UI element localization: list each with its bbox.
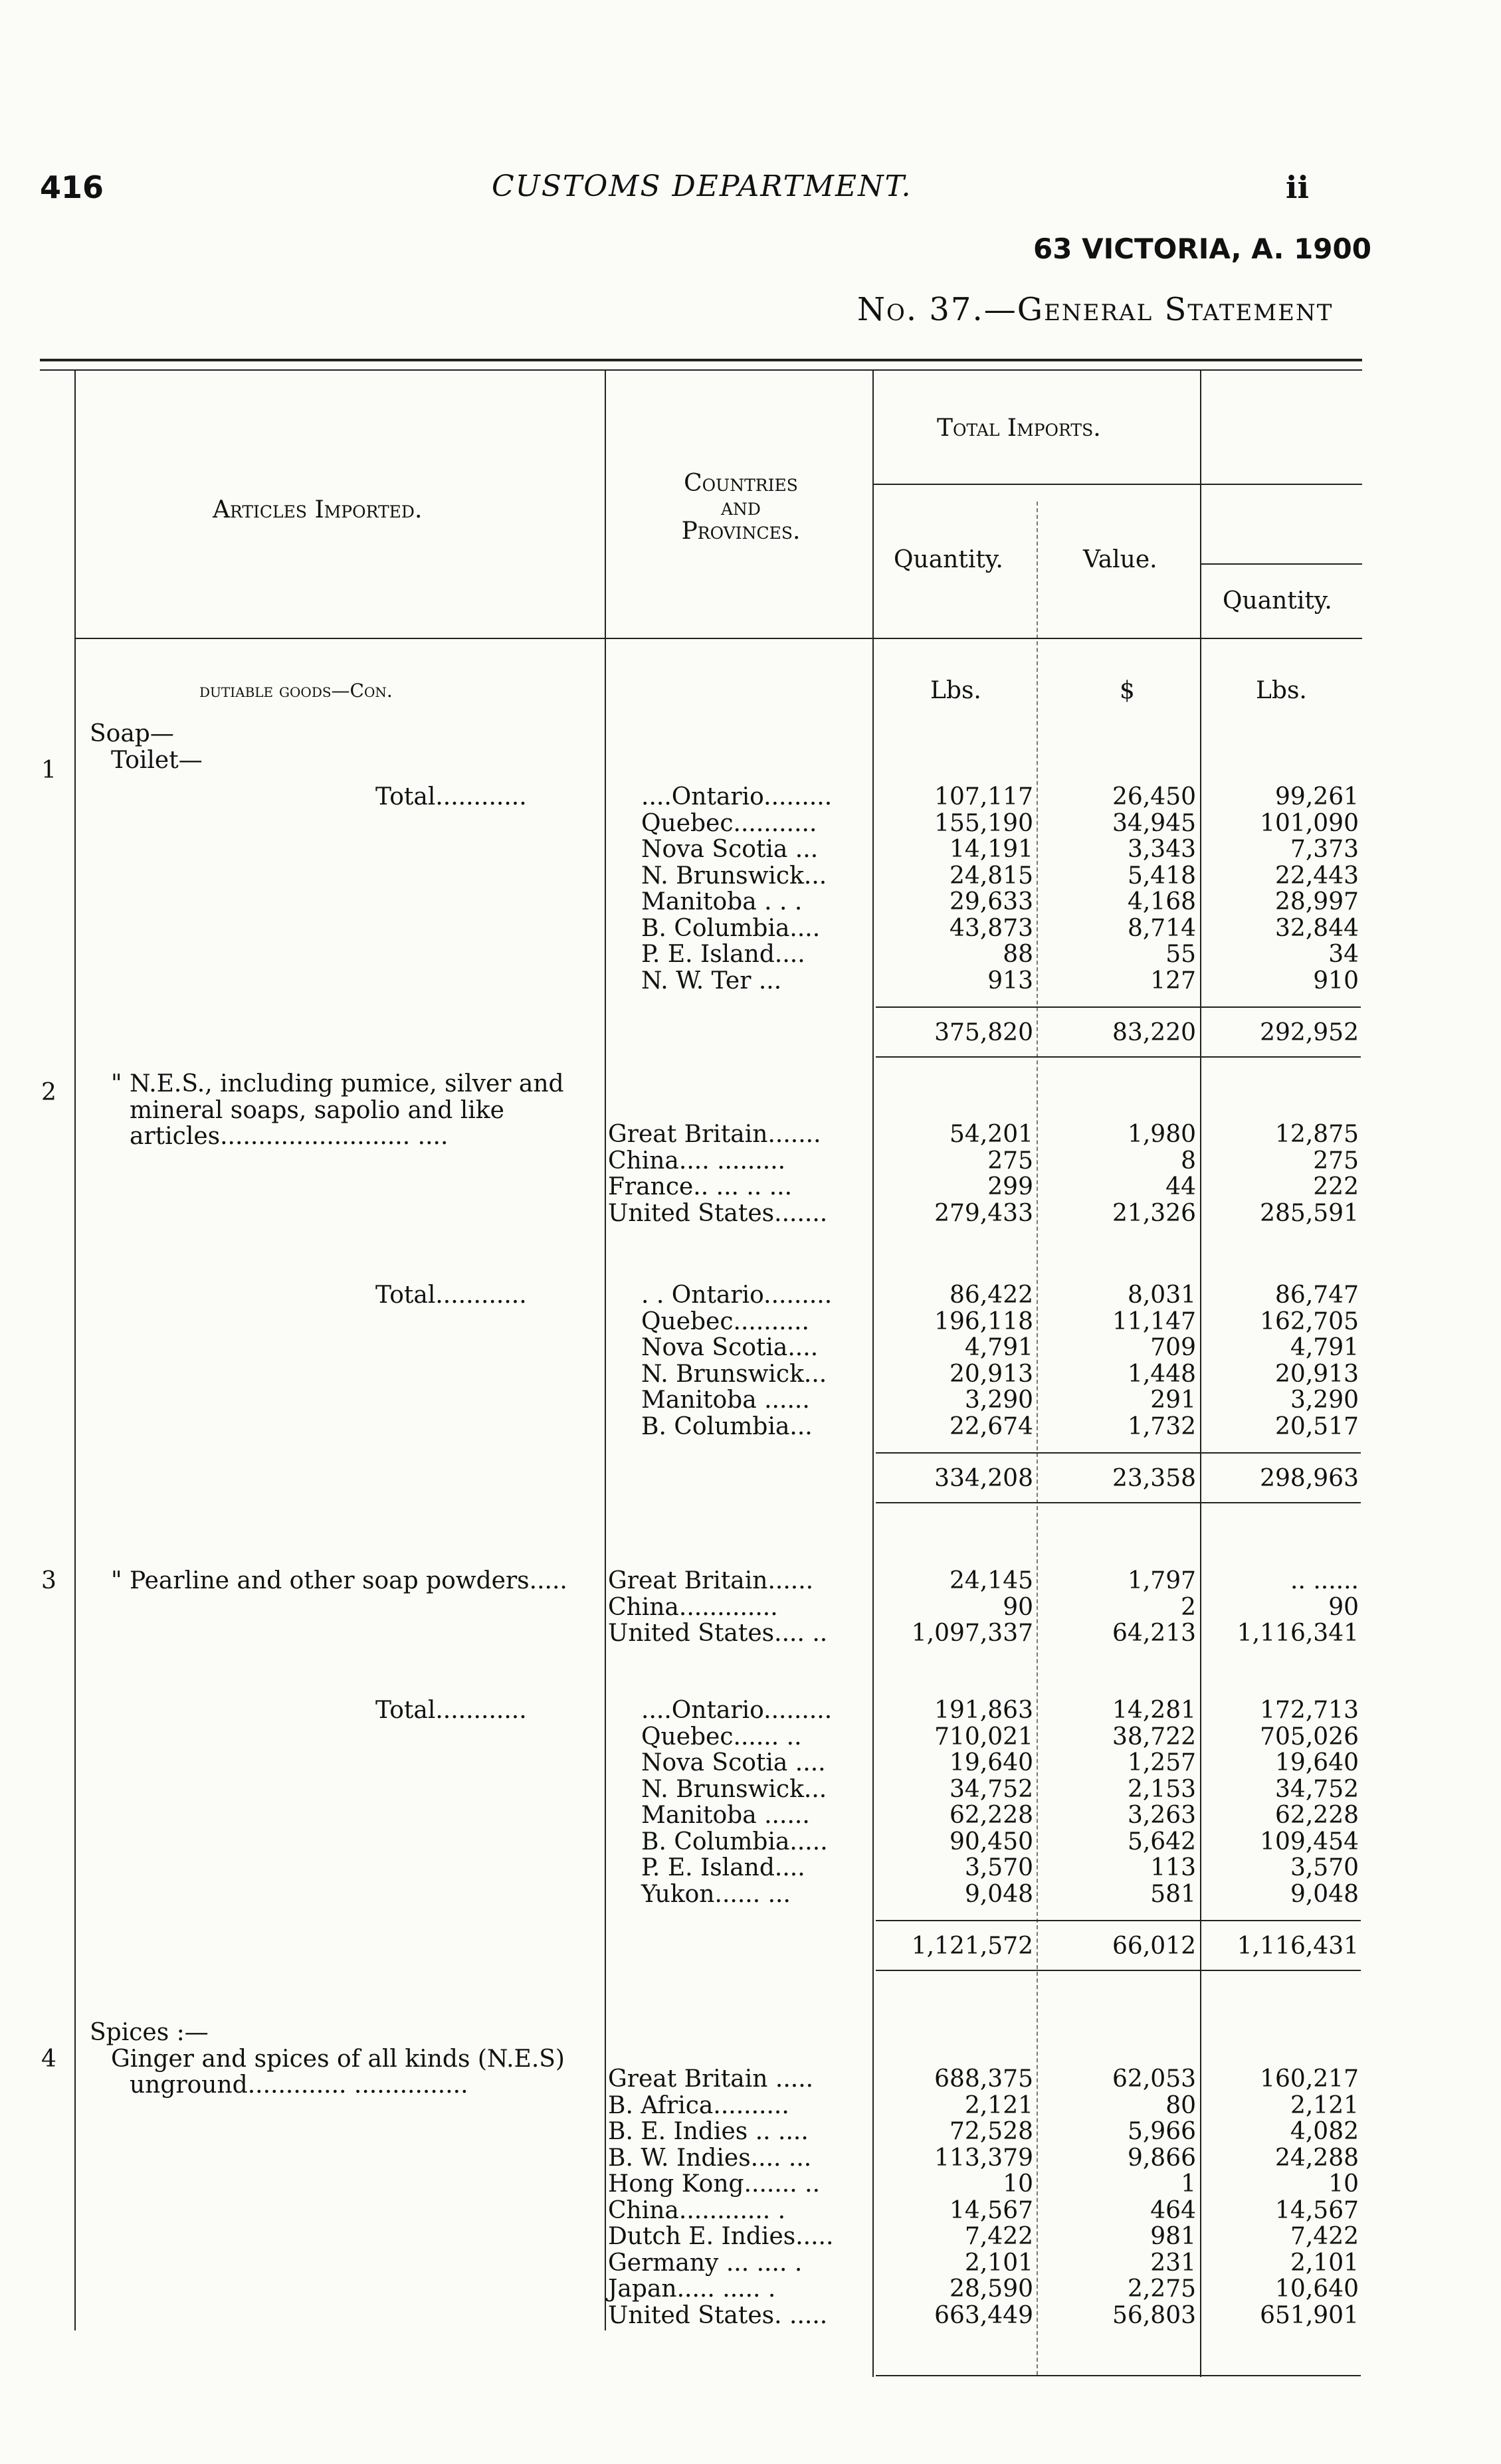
- quantity2-value: 285,591: [1260, 1199, 1359, 1227]
- value-amount: 38,722: [1112, 1723, 1196, 1751]
- article-text: Ginger and spices of all kinds (N.E.S): [111, 2045, 565, 2073]
- article-text: articles......................... ....: [130, 1123, 449, 1150]
- sum-quantity2: 292,952: [1260, 1019, 1359, 1046]
- quantity2-value: 7,373: [1290, 836, 1359, 863]
- article-text: Toilet—: [111, 746, 203, 774]
- value-amount: 1: [1181, 2170, 1196, 2198]
- quantity2-value: 2,101: [1290, 2249, 1359, 2277]
- country-name: Quebec...........: [641, 809, 817, 837]
- quantity2-value: 109,454: [1260, 1828, 1359, 1855]
- value-amount: 56,803: [1112, 2301, 1196, 2329]
- quantity2-value: 162,705: [1260, 1307, 1359, 1335]
- quantity-value: 24,145: [950, 1567, 1033, 1594]
- country-name: B. Africa..........: [608, 2091, 789, 2119]
- country-name: Yukon...... ...: [641, 1880, 791, 1908]
- country-name: Manitoba . . .: [641, 888, 803, 915]
- article-text: Soap—: [90, 720, 174, 747]
- subtotal-rule: [876, 1452, 1361, 1454]
- value-amount: 11,147: [1112, 1307, 1196, 1335]
- quantity2-value: 24,288: [1275, 2144, 1359, 2172]
- total-imports-header: Total Imports.: [937, 415, 1101, 442]
- quantity2-value: 28,997: [1275, 888, 1359, 915]
- value-amount: 64,213: [1112, 1620, 1196, 1647]
- country-name: P. E. Island....: [641, 941, 805, 968]
- value-amount: 8: [1181, 1147, 1196, 1175]
- quantity-value: 913: [987, 967, 1033, 995]
- value-amount: 291: [1150, 1386, 1196, 1414]
- value-amount: 26,450: [1112, 783, 1196, 810]
- quantity-value: 86,422: [950, 1281, 1033, 1309]
- quantity-value: 10: [1003, 2170, 1033, 2198]
- country-name: Great Britain.......: [608, 1121, 821, 1148]
- country-name: Hong Kong....... ..: [608, 2170, 821, 2198]
- value-amount: 981: [1150, 2223, 1196, 2250]
- country-name: B. E. Indies .. ....: [608, 2118, 809, 2145]
- value-amount: 1,257: [1127, 1749, 1196, 1776]
- value-amount: 14,281: [1112, 1697, 1196, 1724]
- quantity-value: 22,674: [950, 1412, 1033, 1440]
- value-amount: 127: [1150, 967, 1196, 995]
- article-text: " N.E.S., including pumice, silver and: [111, 1070, 564, 1097]
- country-name: B. W. Indies.... ...: [608, 2144, 812, 2172]
- quantity2-value: 1,116,341: [1237, 1620, 1359, 1647]
- country-name: United States.... ..: [608, 1620, 828, 1647]
- quantity2-value: 3,570: [1290, 1854, 1359, 1881]
- country-name: China.... .........: [608, 1147, 786, 1175]
- total-imports-rule: [872, 484, 1201, 485]
- sum-value: 83,220: [1112, 1019, 1196, 1046]
- sum-quantity: 375,820: [934, 1019, 1033, 1046]
- quantity-value: 88: [1003, 941, 1033, 968]
- quantity2-value: 32,844: [1275, 914, 1359, 942]
- quantity-value: 90,450: [950, 1828, 1033, 1855]
- value-amount: 5,966: [1127, 2118, 1196, 2145]
- quantity-value: 9,048: [964, 1880, 1033, 1908]
- quantity2-value: 4,791: [1290, 1334, 1359, 1361]
- quantity2-value: 9,048: [1290, 1880, 1359, 1908]
- quantity2-value: 14,567: [1275, 2196, 1359, 2224]
- sum-quantity2: 1,116,431: [1237, 1933, 1359, 1960]
- quantity2-value: 4,082: [1290, 2118, 1359, 2145]
- country-name: ....Ontario.........: [641, 1697, 833, 1724]
- value-amount: 2,153: [1127, 1775, 1196, 1803]
- value-amount: 464: [1150, 2196, 1196, 2224]
- quantity2-value: 19,640: [1275, 1749, 1359, 1776]
- article-text: Spices :—: [90, 2019, 209, 2046]
- page-number: 416: [40, 169, 104, 205]
- value-amount: 62,053: [1112, 2065, 1196, 2093]
- item-number: 2: [41, 1079, 56, 1106]
- unit-dollar: $: [1120, 677, 1135, 704]
- sum-quantity: 334,208: [934, 1465, 1033, 1492]
- countries-header: Countries and Provinces.: [681, 470, 801, 545]
- quantity2-value: 10,640: [1275, 2275, 1359, 2303]
- quantity2-value: 275: [1313, 1147, 1359, 1175]
- value-amount: 8,031: [1127, 1281, 1196, 1309]
- quantity-value: 90: [1003, 1593, 1033, 1621]
- value-amount: 581: [1150, 1880, 1196, 1908]
- quantity-value: 4,791: [964, 1334, 1033, 1361]
- country-name: Nova Scotia....: [641, 1334, 819, 1361]
- item-number: 3: [41, 1567, 56, 1594]
- table-top-rule-2: [40, 369, 1362, 371]
- value-amount: 709: [1150, 1334, 1196, 1361]
- sum-bottom-rule: [876, 1056, 1361, 1058]
- quantity2-value: 20,913: [1275, 1360, 1359, 1388]
- quantity2-value: 101,090: [1260, 809, 1359, 837]
- value-amount: 44: [1165, 1173, 1196, 1200]
- quantity-value: 2,101: [964, 2249, 1033, 2277]
- quantity-value: 29,633: [950, 888, 1033, 915]
- quantity2-value: 2,121: [1290, 2091, 1359, 2119]
- quantity2-value: 34,752: [1275, 1775, 1359, 1803]
- article-text: mineral soaps, sapolio and like: [130, 1096, 504, 1124]
- total-label: Total............: [375, 1697, 527, 1724]
- quantity2-value: 34: [1328, 941, 1359, 968]
- sum-quantity: 1,121,572: [911, 1933, 1033, 1960]
- quantity-value: 54,201: [950, 1121, 1033, 1148]
- sum-value: 66,012: [1112, 1933, 1196, 1960]
- country-name: Manitoba ......: [641, 1802, 810, 1829]
- quantity2-value: 99,261: [1275, 783, 1359, 810]
- quantity-value: 113,379: [934, 2144, 1033, 2172]
- final-rule: [876, 2375, 1361, 2376]
- value-amount: 9,866: [1127, 2144, 1196, 2172]
- value-amount: 21,326: [1112, 1199, 1196, 1227]
- quantity2-value: 22,443: [1275, 862, 1359, 890]
- item-number: 4: [41, 2045, 56, 2073]
- subtotal-rule: [876, 1006, 1361, 1008]
- value-amount: 231: [1150, 2249, 1196, 2277]
- item-number: 1: [41, 757, 56, 784]
- value-amount: 55: [1165, 941, 1196, 968]
- value-amount: 1,797: [1127, 1567, 1196, 1594]
- quantity-value: 43,873: [950, 914, 1033, 942]
- quantity-value: 688,375: [934, 2065, 1033, 2093]
- quantity-value: 299: [987, 1173, 1033, 1200]
- country-name: N. Brunswick...: [641, 1360, 827, 1388]
- quantity-value: 279,433: [934, 1199, 1033, 1227]
- country-name: N. W. Ter ...: [641, 967, 782, 995]
- quantity2-value: 12,875: [1275, 1121, 1359, 1148]
- quantity-value: 2,121: [964, 2091, 1033, 2119]
- value-amount: 3,343: [1127, 836, 1196, 863]
- country-name: ....Ontario.........: [641, 783, 833, 810]
- country-name: Japan..... ..... .: [608, 2275, 776, 2303]
- country-name: United States.......: [608, 1199, 828, 1227]
- quantity2-value: 160,217: [1260, 2065, 1359, 2093]
- unit-lbs2: Lbs.: [1256, 677, 1307, 704]
- value-amount: 80: [1165, 2091, 1196, 2119]
- quantity2-value: 651,901: [1260, 2301, 1359, 2329]
- quantity2-value: 172,713: [1260, 1697, 1359, 1724]
- country-name: N. Brunswick...: [641, 1775, 827, 1803]
- quantity-header: Quantity.: [894, 546, 1003, 573]
- col-divider-2: [605, 371, 606, 2330]
- sum-quantity2: 298,963: [1260, 1465, 1359, 1492]
- total-label: Total............: [375, 1281, 527, 1309]
- value-amount: 3,263: [1127, 1802, 1196, 1829]
- country-name: Great Britain......: [608, 1567, 814, 1594]
- article-text: unground............. ...............: [130, 2071, 468, 2099]
- subtotal-rule: [876, 1920, 1361, 1921]
- country-name: United States. .....: [608, 2301, 828, 2329]
- country-name: N. Brunswick...: [641, 862, 827, 890]
- sum-value: 23,358: [1112, 1465, 1196, 1492]
- quantity-value: 7,422: [964, 2223, 1033, 2250]
- section-label: dutiable goods—Con.: [199, 680, 393, 702]
- quantity2-value: 20,517: [1275, 1412, 1359, 1440]
- country-name: Manitoba ......: [641, 1386, 810, 1414]
- article-text: " Pearline and other soap powders.....: [111, 1567, 567, 1594]
- department-title: CUSTOMS DEPARTMENT.: [492, 169, 912, 203]
- value-amount: 1,732: [1127, 1412, 1196, 1440]
- quantity2-rule: [1201, 563, 1362, 565]
- quantity-value: 14,567: [950, 2196, 1033, 2224]
- articles-header: Articles Imported.: [213, 496, 423, 523]
- value-amount: 34,945: [1112, 809, 1196, 837]
- country-name: Nova Scotia ....: [641, 1749, 826, 1776]
- quantity-value: 107,117: [934, 783, 1033, 810]
- country-name: China.............: [608, 1593, 778, 1621]
- value-amount: 5,418: [1127, 862, 1196, 890]
- quantity2-value: .. ......: [1290, 1567, 1359, 1594]
- value-amount: 113: [1150, 1854, 1196, 1881]
- statement-title: No. 37.—General Statement: [857, 291, 1334, 328]
- quantity-value: 28,590: [950, 2275, 1033, 2303]
- unit-lbs: Lbs.: [930, 677, 981, 704]
- quantity2-value: 3,290: [1290, 1386, 1359, 1414]
- quantity-value: 663,449: [934, 2301, 1033, 2329]
- quantity2-value: 910: [1313, 967, 1359, 995]
- country-name: France.. ... .. ...: [608, 1173, 793, 1200]
- value-header: Value.: [1083, 546, 1157, 573]
- country-name: B. Columbia....: [641, 914, 821, 942]
- value-amount: 1,448: [1127, 1360, 1196, 1388]
- country-name: Quebec...... ..: [641, 1723, 802, 1751]
- quantity-value: 20,913: [950, 1360, 1033, 1388]
- quantity-value: 155,190: [934, 809, 1033, 837]
- value-amount: 5,642: [1127, 1828, 1196, 1855]
- quantity-value: 34,752: [950, 1775, 1033, 1803]
- quantity-value: 191,863: [934, 1697, 1033, 1724]
- sum-bottom-rule: [876, 1970, 1361, 1971]
- country-name: B. Columbia.....: [641, 1828, 828, 1855]
- quantity-value: 196,118: [934, 1307, 1033, 1335]
- country-name: Nova Scotia ...: [641, 836, 819, 863]
- quantity2-value: 222: [1313, 1173, 1359, 1200]
- country-name: B. Columbia...: [641, 1412, 813, 1440]
- quantity-value: 3,570: [964, 1854, 1033, 1881]
- country-name: Great Britain .....: [608, 2065, 814, 2093]
- session-label: 63 VICTORIA, A. 1900: [1033, 233, 1371, 265]
- roman-number: ii: [1286, 169, 1309, 205]
- quantity-value: 19,640: [950, 1749, 1033, 1776]
- quantity2-value: 62,228: [1275, 1802, 1359, 1829]
- quantity2-header: Quantity.: [1223, 587, 1332, 615]
- quantity2-value: 86,747: [1275, 1281, 1359, 1309]
- quantity-value: 710,021: [934, 1723, 1033, 1751]
- quantity-value: 72,528: [950, 2118, 1033, 2145]
- quantity-rule: [1201, 484, 1362, 485]
- value-amount: 2,275: [1127, 2275, 1196, 2303]
- value-amount: 4,168: [1127, 888, 1196, 915]
- quantity2-value: 90: [1328, 1593, 1359, 1621]
- country-name: Quebec..........: [641, 1307, 809, 1335]
- value-amount: 8,714: [1127, 914, 1196, 942]
- quantity-value: 14,191: [950, 836, 1033, 863]
- quantity-value: 1,097,337: [911, 1620, 1033, 1647]
- quantity-value: 24,815: [950, 862, 1033, 890]
- total-label: Total............: [375, 783, 527, 810]
- country-name: P. E. Island....: [641, 1854, 805, 1881]
- quantity2-value: 705,026: [1260, 1723, 1359, 1751]
- country-name: Dutch E. Indies.....: [608, 2223, 834, 2250]
- value-amount: 1,980: [1127, 1121, 1196, 1148]
- country-name: . . Ontario.........: [641, 1281, 833, 1309]
- header-bottom-rule: [74, 638, 1362, 639]
- quantity-value: 62,228: [950, 1802, 1033, 1829]
- quantity-value: 275: [987, 1147, 1033, 1175]
- col-divider-1: [74, 371, 76, 2330]
- country-name: China............ .: [608, 2196, 786, 2224]
- quantity2-value: 7,422: [1290, 2223, 1359, 2250]
- country-name: Germany ... .... .: [608, 2249, 803, 2277]
- value-amount: 2: [1181, 1593, 1196, 1621]
- quantity2-value: 10: [1328, 2170, 1359, 2198]
- table-top-rule: [40, 359, 1362, 361]
- quantity-value: 3,290: [964, 1386, 1033, 1414]
- sum-bottom-rule: [876, 1502, 1361, 1503]
